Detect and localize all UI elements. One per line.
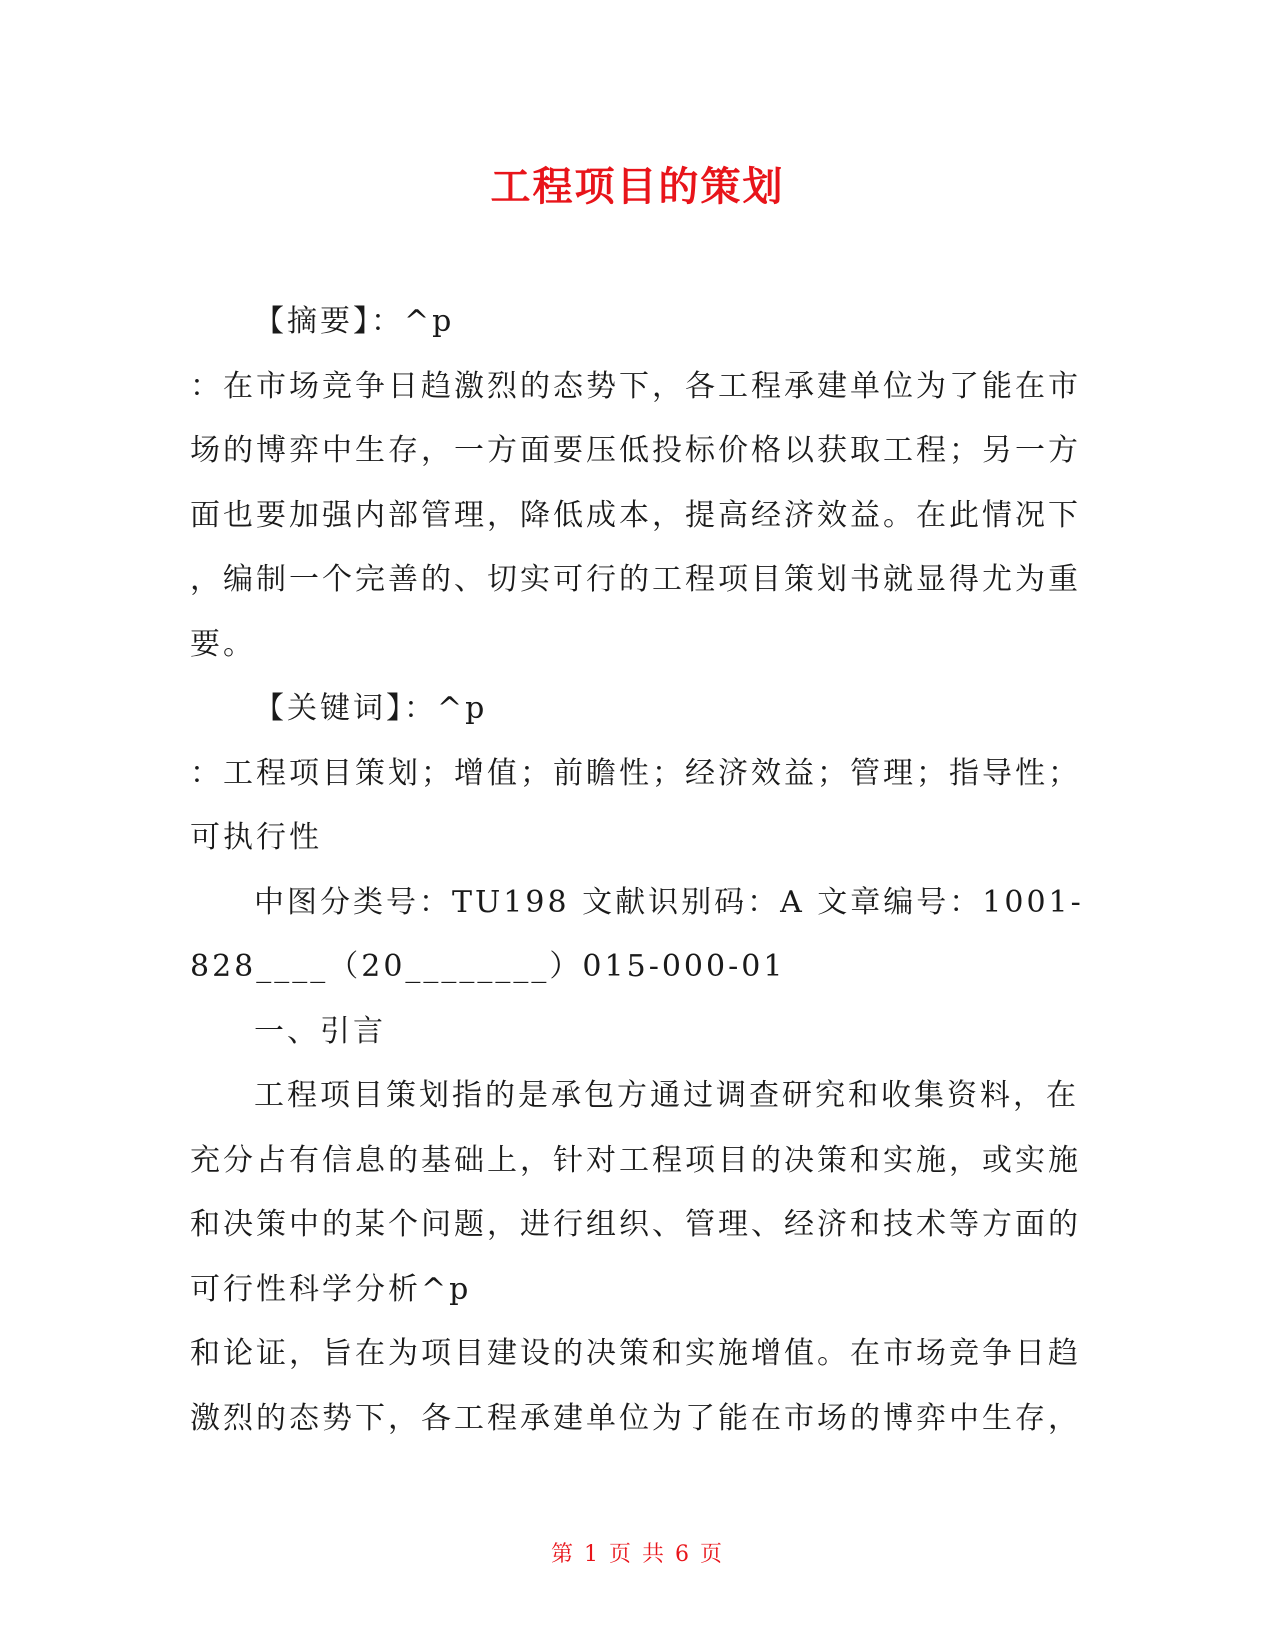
body-line: ：工程项目策划；增值；前瞻性；经济效益；管理；指导性；	[190, 755, 1081, 791]
document-title: 工程项目的策划	[490, 164, 785, 210]
body-line: 面也要加强内部管理，降低成本，提高经济效益。在此情况下	[190, 497, 1081, 533]
body-line: 和论证，旨在为项目建设的决策和实施增值。在市场竞争日趋	[190, 1336, 1081, 1371]
body-line: 要。	[190, 626, 256, 662]
body-line: 可行性科学分析^p	[190, 1271, 472, 1307]
document-body	[190, 290, 1090, 1451]
body-line: 充分占有信息的基础上，针对工程项目的决策和实施，或实施	[190, 1142, 1081, 1178]
body-line: 激烈的态势下，各工程承建单位为了能在市场的博弈中生存，	[190, 1400, 1081, 1436]
page-footer: 第 1 页 共 6 页	[551, 1542, 724, 1567]
body-line: 和决策中的某个问题，进行组织、管理、经济和技术等方面的	[190, 1207, 1081, 1242]
body-line: 工程项目策划指的是承包方通过调查研究和收集资料，在	[254, 1078, 1079, 1113]
body-line: ：在市场竞争日趋激烈的态势下，各工程承建单位为了能在市	[190, 368, 1081, 404]
abstract-heading: 【摘要】：^p	[254, 304, 455, 339]
body-line: ，编制一个完善的、切实可行的工程项目策划书就显得尤为重	[190, 562, 1081, 597]
body-line: 828____（20________）015-000-01	[190, 949, 786, 984]
keywords-heading: 【关键词】：^p	[254, 691, 488, 726]
body-line: 可执行性	[190, 820, 322, 855]
classification-line: 中图分类号：TU198 文献识别码：A 文章编号：1001-	[254, 884, 1084, 920]
body-line: 场的博弈中生存，一方面要压低投标价格以获取工程；另一方	[190, 433, 1081, 468]
section-heading: 一、引言	[254, 1013, 386, 1049]
